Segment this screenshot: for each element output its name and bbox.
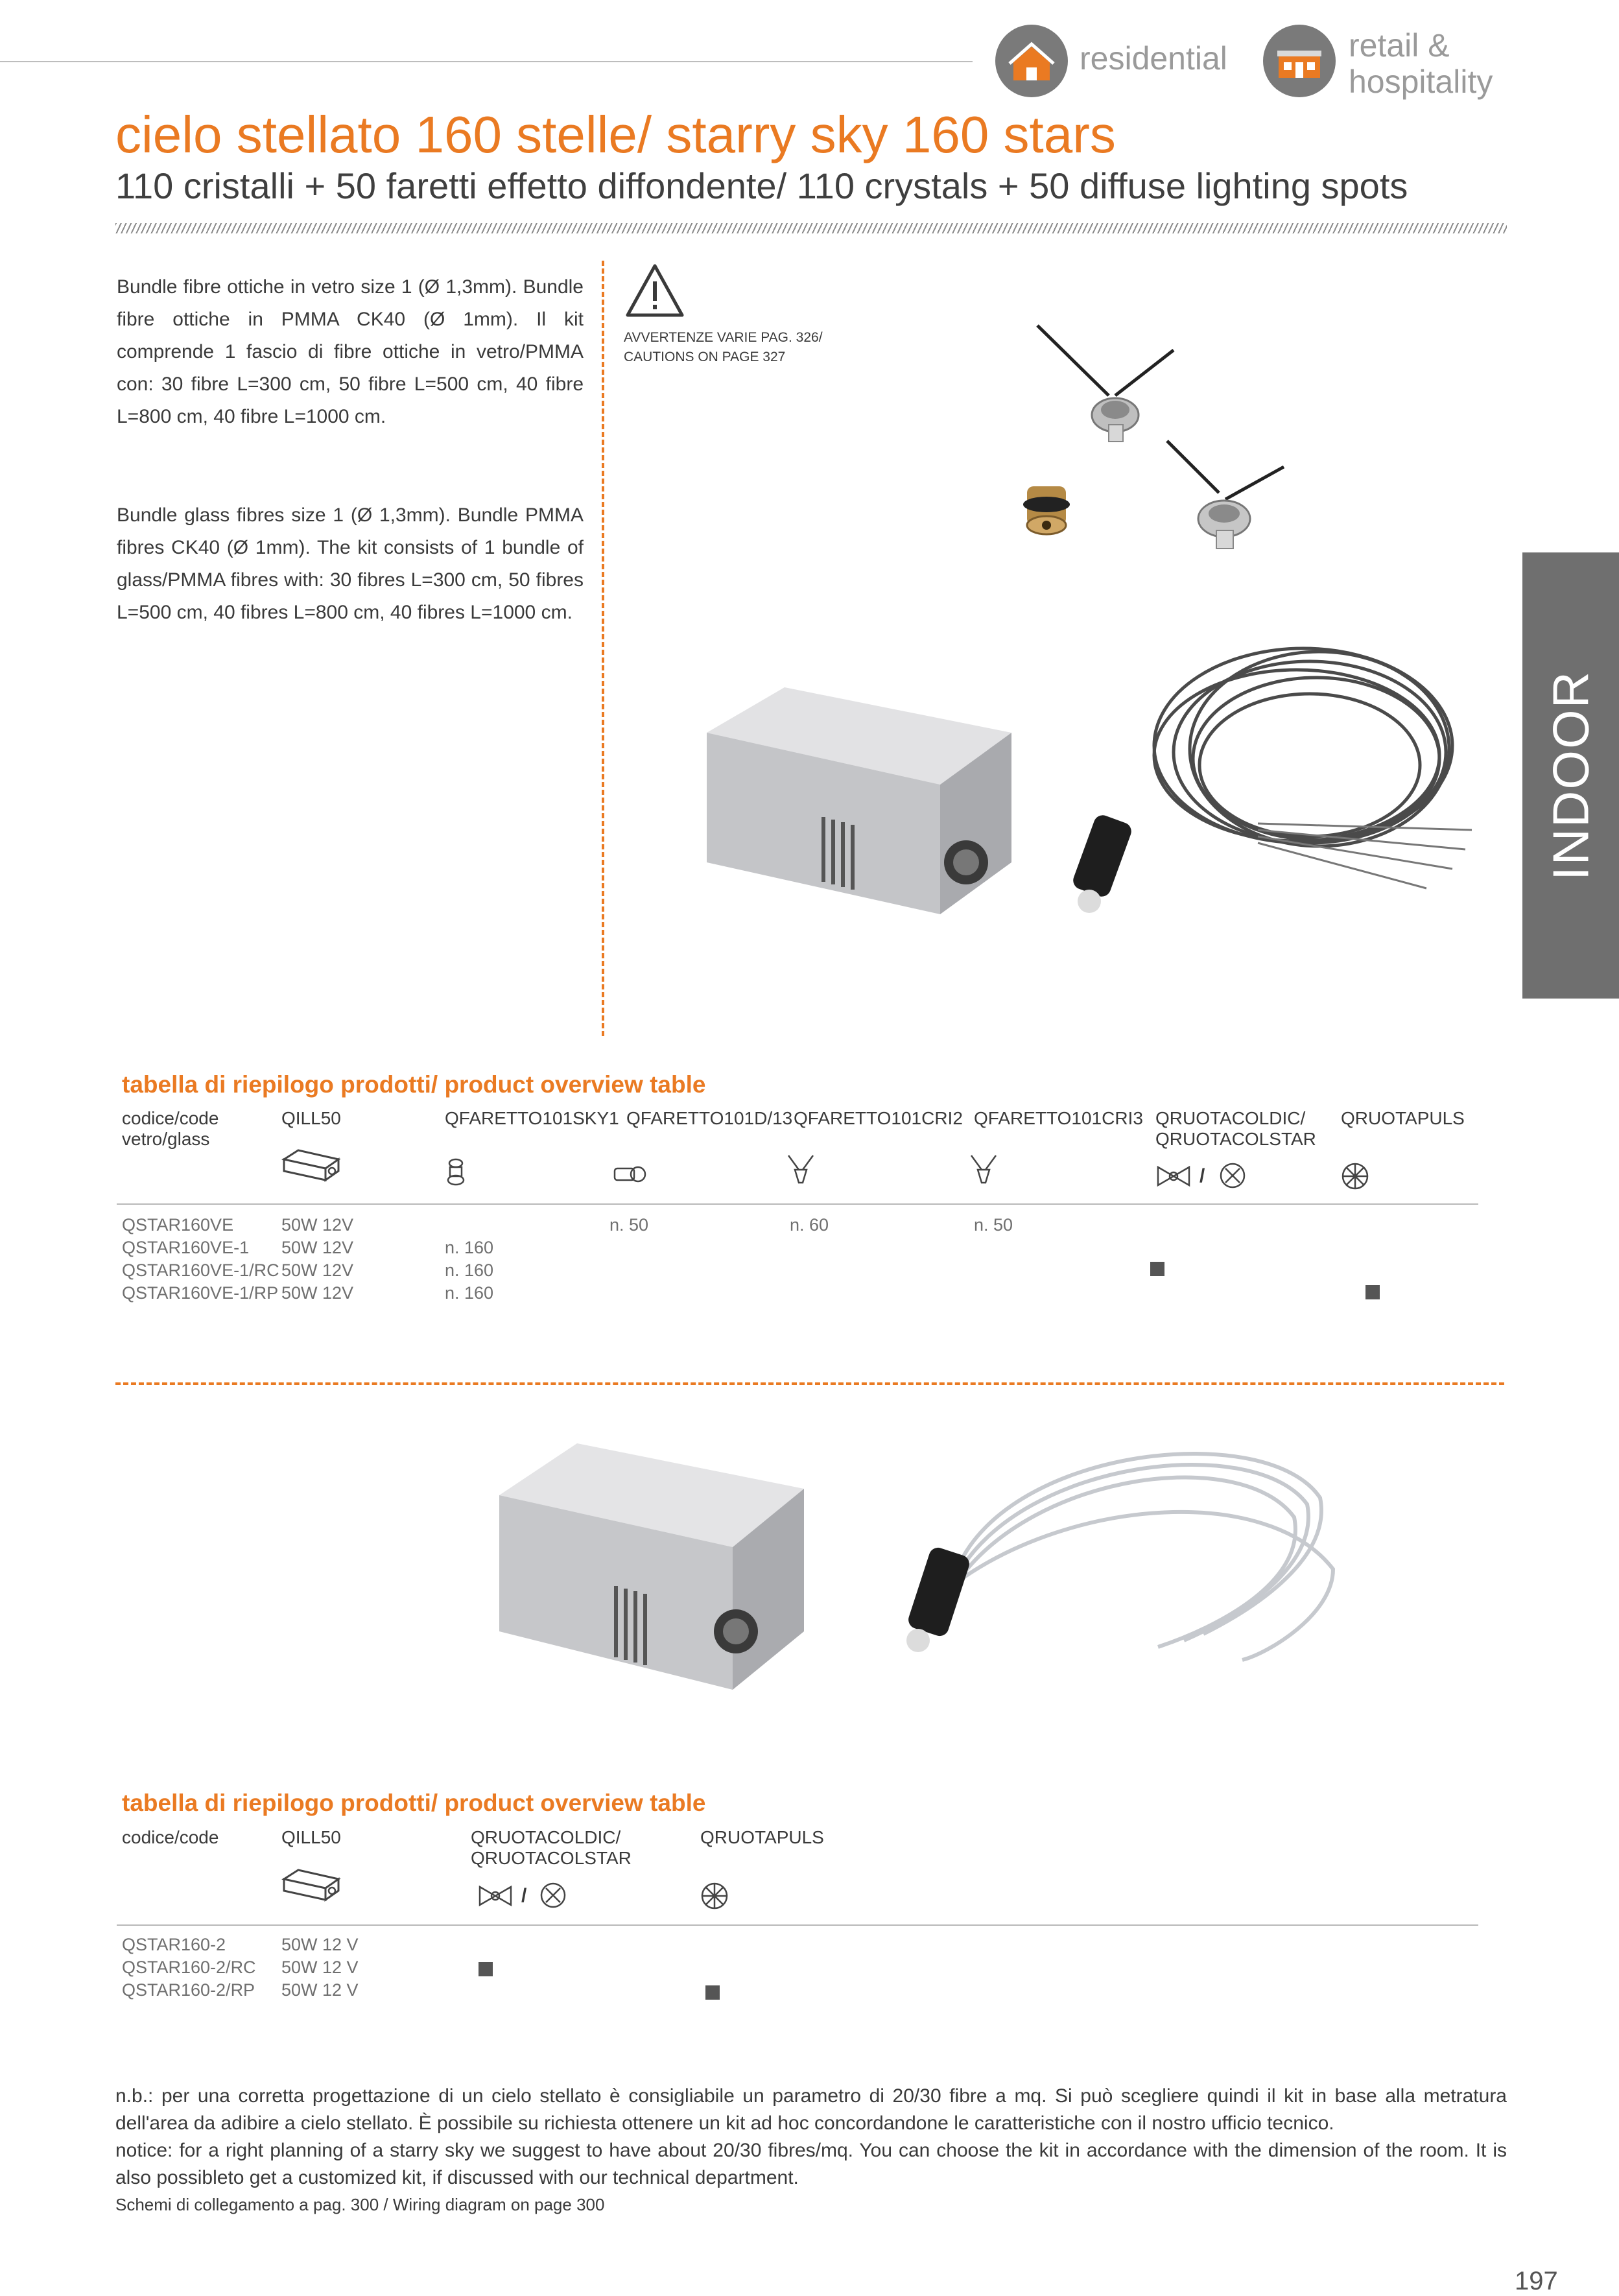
illuminator-box-image-2 <box>486 1424 810 1696</box>
table1-header-code-line1: codice/code <box>122 1108 219 1128</box>
table-row-power: 50W 12 V <box>281 1980 359 2000</box>
table1-rule <box>117 1203 1478 1205</box>
table1-title: tabella di riepilogo prodotti/ product overview table <box>122 1071 706 1098</box>
house-icon <box>995 25 1068 97</box>
table1-powers <box>281 1214 353 1305</box>
table1-mark-rc <box>1150 1262 1164 1276</box>
indoor-tab[interactable] <box>1522 552 1619 999</box>
table-row-power: 50W 12 V <box>281 1958 359 1977</box>
table-row-power: 50W 12V <box>281 1238 354 1257</box>
category-retail-line2: hospitality <box>1349 64 1493 100</box>
table1-col-ruotacol-line2: QRUOTACOLSTAR <box>1155 1129 1316 1149</box>
hatch-divider <box>115 223 1507 233</box>
table-row-power: 50W 12V <box>281 1283 354 1303</box>
retail-badge <box>1263 25 1336 97</box>
table1-col-qill50: QILL50 <box>281 1108 341 1128</box>
warning-line1: AVVERTENZE VARIE PAG. 326/ <box>624 330 823 345</box>
table2-col-ruotacol <box>471 1827 632 1869</box>
indoor-tab-label: INDOOR <box>1542 670 1599 881</box>
category-residential[interactable]: residential <box>1080 40 1227 77</box>
description-italian: Bundle fibre ottiche in vetro size 1 (Ø 1,3mm). Bundle fibre ottiche in PMMA CK40 (Ø 1mm). Il kit comprende 1 fascio di fibre ottiche in vetro/PMMA con: 30 fibre L=300 cm, 50 fibre L=500 cm, 40 fibre L=800 cm, 40 fibre L=1000 cm. <box>117 276 584 427</box>
fibre-bundle-image <box>1063 635 1478 921</box>
table2-col-qill50: QILL50 <box>281 1827 341 1847</box>
description-english: Bundle glass fibres size 1 (Ø 1,3mm). Bundle PMMA fibres CK40 (Ø 1mm). The kit consists of 1 bundle of glass/PMMA fibres with: 30 fibres L=300 cm, 50 fibres L=500 cm, 40 fibres L=800 cm, 40 fibres L=1000 cm. <box>117 504 584 623</box>
note-english: notice: for a right planning of a starry sky we suggest to have about 20/30 fibres/mq. You can choose the kit in accordance with the dimension of the room. It is also possibleto get a customized kit, if discussed with our technical department. <box>115 2140 1507 2188</box>
colour-wheel-icon <box>477 1884 514 1908</box>
table-row-code: QSTAR160-2/RP <box>122 1980 255 2000</box>
illuminator-icon <box>280 1866 342 1902</box>
table-row-code: QSTAR160VE-1/RP <box>122 1283 279 1303</box>
illuminator-box-image <box>694 674 1018 921</box>
table1-col-ruotacol-line1: QRUOTACOLDIC/ <box>1155 1108 1306 1128</box>
shop-icon <box>1263 25 1336 97</box>
table-row-cri2: n. 60 <box>790 1215 829 1235</box>
table-row-sky1: n. 160 <box>445 1238 494 1257</box>
table1-header-code <box>122 1108 219 1150</box>
table-row-power: 50W 12V <box>281 1260 354 1280</box>
diffuse-spot-icon <box>612 1165 647 1184</box>
table2-slash: / <box>521 1885 527 1906</box>
crystal-cri3-icon <box>969 1153 999 1188</box>
table2-mark-rc <box>479 1962 493 1976</box>
table-row-sky1: n. 160 <box>445 1283 494 1303</box>
category-retail-line1: retail & <box>1349 27 1450 64</box>
wiring-note: Schemi di collegamento a pag. 300 / Wiring diagram on page 300 <box>115 2195 605 2214</box>
warning-text <box>624 328 823 367</box>
table1-col-ruotapuls: QRUOTAPULS <box>1341 1108 1465 1128</box>
table2-title: tabella di riepilogo prodotti/ product overview table <box>122 1790 706 1816</box>
table1-col-cri2: QFARETTO101CRI2 <box>794 1108 963 1128</box>
colour-star-icon <box>539 1882 567 1909</box>
table1-col-d13: QFARETTO101D/13 <box>626 1108 793 1128</box>
note-italian: n.b.: per una corretta progettazione di un cielo stellato è consigliabile un parametro di 20/30 fibre a mq. Si può scegliere quindi il kit in base alla metratura dell'area da adibire a cielo stellato. È possibile su richiesta ottenere un kit ad hoc concordandone le caratteristiche con il nostro ufficio tecnico. <box>115 2085 1507 2134</box>
residential-badge <box>995 25 1068 97</box>
colour-star-icon <box>1219 1162 1246 1189</box>
table-row-code: QSTAR160VE-1/RC <box>122 1260 279 1280</box>
spotlight-fixtures-image <box>1011 311 1297 584</box>
crystal-cri2-icon <box>786 1153 816 1188</box>
table-row-code: QSTAR160VE-1 <box>122 1238 250 1257</box>
table2-rule <box>117 1924 1478 1926</box>
table2-header-code: codice/code <box>122 1827 219 1847</box>
table2-powers <box>281 1934 359 2002</box>
illuminator-icon <box>280 1146 342 1183</box>
warning-icon <box>624 262 686 319</box>
table1-col-cri3: QFARETTO101CRI3 <box>974 1108 1143 1128</box>
table1-mark-rp <box>1365 1285 1380 1299</box>
table2-col-ruotacol-line1: QRUOTACOLDIC/ <box>471 1827 621 1847</box>
table-row-code: QSTAR160VE <box>122 1215 234 1235</box>
page-number: 197 <box>1515 2267 1558 2295</box>
table-row-power: 50W 12V <box>281 1215 354 1235</box>
table2-col-ruotapuls: QRUOTAPULS <box>700 1827 824 1847</box>
table2-codes <box>122 1934 256 2002</box>
table-row-d13: n. 50 <box>609 1215 649 1235</box>
pmma-fibre-image <box>879 1420 1346 1679</box>
vertical-divider <box>602 261 604 1036</box>
pulse-wheel-icon <box>1341 1162 1369 1190</box>
table1-slash: / <box>1199 1165 1205 1187</box>
pulse-wheel-icon <box>700 1882 729 1910</box>
section-divider <box>115 1382 1504 1385</box>
table2-mark-rp <box>705 1985 720 2000</box>
table1-col-sky1: QFARETTO101SKY1 <box>445 1108 619 1128</box>
header-rule <box>0 61 973 62</box>
table1-col-ruotacol <box>1155 1108 1316 1150</box>
table2-col-ruotacol-line2: QRUOTACOLSTAR <box>471 1848 632 1868</box>
page-subtitle: 110 cristalli + 50 faretti effetto diffondente/ 110 crystals + 50 diffuse lighting spots <box>115 165 1408 206</box>
table-row-code: QSTAR160-2 <box>122 1935 226 1954</box>
page-title: cielo stellato 160 stelle/ starry sky 160 stars <box>115 106 1116 163</box>
table1-sky1-values <box>445 1237 493 1305</box>
warning-line2: CAUTIONS ON PAGE 327 <box>624 349 786 364</box>
table1-header-code-line2: vetro/glass <box>122 1129 210 1149</box>
table1-codes <box>122 1214 279 1305</box>
table-row-cri3: n. 50 <box>974 1215 1013 1235</box>
colour-wheel-icon <box>1155 1165 1192 1188</box>
table-row-sky1: n. 160 <box>445 1260 494 1280</box>
crystal-spot-icon <box>446 1158 466 1187</box>
table-row-code: QSTAR160-2/RC <box>122 1958 256 1977</box>
category-retail[interactable] <box>1349 27 1493 100</box>
table-row-power: 50W 12 V <box>281 1935 359 1954</box>
